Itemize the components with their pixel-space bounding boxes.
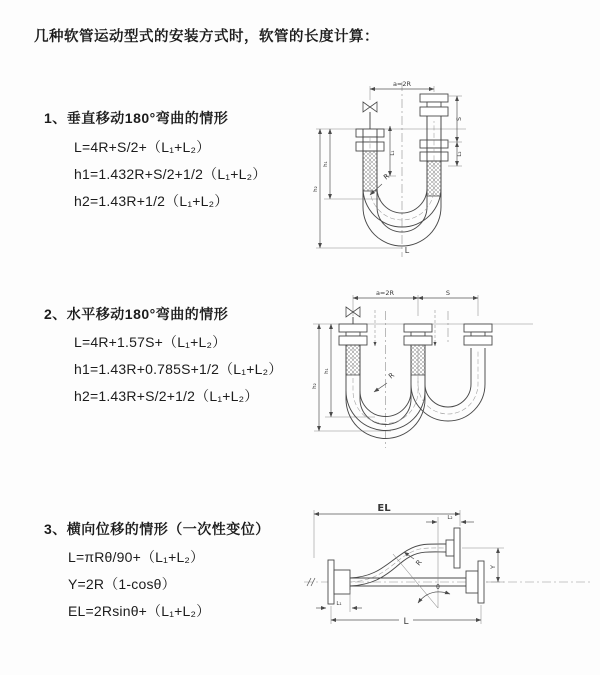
section-2-heading: 2、水平移动180°弯曲的情形 xyxy=(44,306,229,322)
diagram-vertical-move-180 xyxy=(306,76,526,261)
section-1-formula-L: L=4R+S/2+（L₁+L₂） xyxy=(74,139,211,155)
section-3-heading: 3、横向位移的情形（一次性变位） xyxy=(44,521,270,537)
section-1-formula-h2: h2=1.43R+1/2（L₁+L₂） xyxy=(74,193,229,209)
section-1-heading: 1、垂直移动180°弯曲的情形 xyxy=(44,110,229,126)
section-2-formula-h1: h1=1.43R+0.785S+1/2（L₁+L₂） xyxy=(74,361,283,377)
dim-label-r: R xyxy=(387,371,397,381)
right-flange-original xyxy=(466,561,484,603)
dim-label-l2: L₂ xyxy=(447,515,453,521)
hose-s-curve xyxy=(350,544,446,586)
dim-label-h2: h₂ xyxy=(313,186,319,192)
section-3-formula-Y: Y=2R（1-cosθ） xyxy=(68,576,176,592)
diagram-lateral-displacement xyxy=(298,500,598,655)
dim-label-length: L xyxy=(404,246,410,255)
dim-label-l1: L₁ xyxy=(336,601,342,607)
dim-label-l2: L₂ xyxy=(457,151,463,157)
section-3-formula-EL: EL=2Rsinθ+（L₁+L₂） xyxy=(68,603,211,619)
section-3-formula-L: L=πRθ/90+（L₁+L₂） xyxy=(68,549,205,565)
page-title: 几种软管运动型式的安装方式时，软管的长度计算： xyxy=(34,29,379,45)
dim-label-s: S xyxy=(456,117,463,121)
section-2-formula-L: L=4R+1.57S+（L₁+L₂） xyxy=(74,334,227,350)
dim-label-h1: h₁ xyxy=(323,161,329,167)
right-fitting xyxy=(464,324,492,345)
right-flange-displaced xyxy=(446,528,460,568)
dim-label-theta: θ xyxy=(436,584,440,591)
dim-label-r: R xyxy=(382,172,392,182)
dim-label-r: R xyxy=(414,558,424,568)
dim-label-h2: h₂ xyxy=(312,383,318,389)
dim-label-el: EL xyxy=(377,503,391,514)
section-1-formula-h1: h1=1.432R+S/2+1/2（L₁+L₂） xyxy=(74,166,267,182)
dim-label-s: S xyxy=(445,289,451,297)
dim-label-a2r: a=2R xyxy=(375,289,395,297)
dim-label-length: L xyxy=(403,617,409,627)
dim-label-y: Y xyxy=(489,565,497,569)
left-flange xyxy=(328,560,350,604)
diagram-horizontal-move-180 xyxy=(303,286,543,461)
section-2-formula-h2: h2=1.43R+S/2+1/2（L₁+L₂） xyxy=(74,388,259,404)
dim-label-l1: L₁ xyxy=(390,150,396,156)
dim-label-a2r: a=2R xyxy=(392,80,412,88)
dim-label-h1: h₁ xyxy=(324,368,330,374)
valve-icon xyxy=(363,102,377,129)
